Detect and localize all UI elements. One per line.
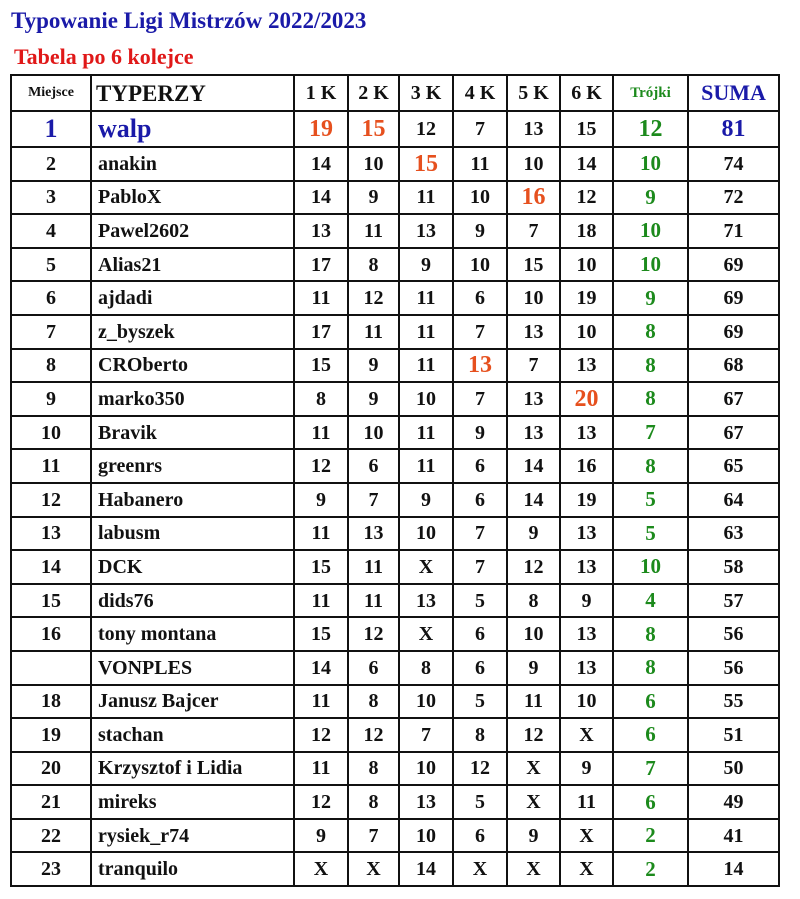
round-6-score-cell: 13: [560, 349, 613, 383]
round-3-score-cell: 7: [399, 718, 453, 752]
trojki-cell: 5: [613, 483, 688, 517]
round-5-score-cell: 13: [507, 111, 560, 147]
table-row: [11, 819, 779, 853]
round-5-score-cell: 7: [507, 214, 560, 248]
place-cell: 23: [11, 852, 91, 886]
suma-cell: 58: [688, 550, 779, 584]
round-2-score-cell: 7: [348, 483, 399, 517]
round-3-score-cell: 10: [399, 685, 453, 719]
round-1-score-cell: 11: [294, 752, 348, 786]
round-2-score-cell: 11: [348, 584, 399, 618]
round-4-score-cell: 7: [453, 382, 507, 416]
round-6-score-cell: X: [560, 852, 613, 886]
round-4-score-cell: 9: [453, 416, 507, 450]
round-6-score-cell: 20: [560, 382, 613, 416]
trojki-cell: 4: [613, 584, 688, 618]
suma-cell: 68: [688, 349, 779, 383]
suma-cell: 67: [688, 382, 779, 416]
round-1-score-cell: 12: [294, 718, 348, 752]
round-5-score-cell: 9: [507, 819, 560, 853]
table-row: [11, 214, 779, 248]
round-2-score-cell: 6: [348, 449, 399, 483]
round-4-score-cell: 6: [453, 281, 507, 315]
place-cell: 4: [11, 214, 91, 248]
place-cell: 5: [11, 248, 91, 282]
round-4-score-cell: 10: [453, 248, 507, 282]
round-3-score-cell: 10: [399, 819, 453, 853]
table-row: [11, 181, 779, 215]
round-1-score-cell: 9: [294, 483, 348, 517]
round-4-score-cell: 5: [453, 785, 507, 819]
table-row: [11, 617, 779, 651]
round-3-score-cell: 15: [399, 147, 453, 181]
player-name-cell: tranquilo: [91, 852, 294, 886]
round-5-score-cell: 8: [507, 584, 560, 618]
table-row: [11, 315, 779, 349]
round-1-score-cell: 14: [294, 651, 348, 685]
round-3-score-cell: 10: [399, 517, 453, 551]
header-round-1: 1 K: [294, 75, 348, 111]
round-5-score-cell: 13: [507, 315, 560, 349]
table-row: [11, 517, 779, 551]
header-suma: SUMA: [688, 75, 779, 111]
suma-cell: 41: [688, 819, 779, 853]
suma-cell: 65: [688, 449, 779, 483]
trojki-cell: 2: [613, 819, 688, 853]
round-6-score-cell: 9: [560, 584, 613, 618]
round-5-score-cell: 14: [507, 449, 560, 483]
round-4-score-cell: 10: [453, 181, 507, 215]
round-1-score-cell: 11: [294, 685, 348, 719]
round-4-score-cell: 12: [453, 752, 507, 786]
table-row: [11, 550, 779, 584]
trojki-cell: 9: [613, 281, 688, 315]
table-row: [11, 685, 779, 719]
trojki-cell: 6: [613, 785, 688, 819]
place-cell: 14: [11, 550, 91, 584]
round-6-score-cell: 10: [560, 248, 613, 282]
round-2-score-cell: 13: [348, 517, 399, 551]
place-cell: 3: [11, 181, 91, 215]
suma-cell: 56: [688, 651, 779, 685]
round-6-score-cell: 12: [560, 181, 613, 215]
suma-cell: 69: [688, 315, 779, 349]
trojki-cell: 12: [613, 111, 688, 147]
place-cell: 11: [11, 449, 91, 483]
trojki-cell: 2: [613, 852, 688, 886]
player-name-cell: stachan: [91, 718, 294, 752]
round-3-score-cell: 13: [399, 584, 453, 618]
round-6-score-cell: 13: [560, 651, 613, 685]
suma-cell: 64: [688, 483, 779, 517]
header-round-3: 3 K: [399, 75, 453, 111]
trojki-cell: 8: [613, 349, 688, 383]
place-cell: 15: [11, 584, 91, 618]
round-2-score-cell: 12: [348, 617, 399, 651]
round-5-score-cell: X: [507, 852, 560, 886]
trojki-cell: 8: [613, 315, 688, 349]
header-round-5: 5 K: [507, 75, 560, 111]
trojki-cell: 5: [613, 517, 688, 551]
trojki-cell: 9: [613, 181, 688, 215]
player-name-cell: Habanero: [91, 483, 294, 517]
round-6-score-cell: 13: [560, 617, 613, 651]
round-3-score-cell: 11: [399, 416, 453, 450]
round-6-score-cell: 11: [560, 785, 613, 819]
round-6-score-cell: 13: [560, 550, 613, 584]
round-2-score-cell: 10: [348, 147, 399, 181]
round-5-score-cell: 14: [507, 483, 560, 517]
player-name-cell: anakin: [91, 147, 294, 181]
trojki-cell: 10: [613, 550, 688, 584]
table-row: [11, 449, 779, 483]
trojki-cell: 8: [613, 617, 688, 651]
round-3-score-cell: 9: [399, 483, 453, 517]
round-3-score-cell: 10: [399, 752, 453, 786]
round-6-score-cell: 9: [560, 752, 613, 786]
round-2-score-cell: 9: [348, 349, 399, 383]
round-2-score-cell: 10: [348, 416, 399, 450]
round-1-score-cell: 9: [294, 819, 348, 853]
player-name-cell: z_byszek: [91, 315, 294, 349]
suma-cell: 56: [688, 617, 779, 651]
round-3-score-cell: X: [399, 550, 453, 584]
player-name-cell: Alias21: [91, 248, 294, 282]
table-row: [11, 281, 779, 315]
table-row: [11, 718, 779, 752]
round-4-score-cell: 7: [453, 111, 507, 147]
player-name-cell: dids76: [91, 584, 294, 618]
round-2-score-cell: 11: [348, 214, 399, 248]
suma-cell: 67: [688, 416, 779, 450]
round-2-score-cell: 8: [348, 685, 399, 719]
place-cell: 10: [11, 416, 91, 450]
header-row: [11, 75, 779, 111]
trojki-cell: 7: [613, 416, 688, 450]
round-1-score-cell: 13: [294, 214, 348, 248]
round-2-score-cell: 11: [348, 315, 399, 349]
table-row: [11, 349, 779, 383]
round-2-score-cell: 12: [348, 281, 399, 315]
table-row: [11, 111, 779, 147]
round-3-score-cell: 10: [399, 382, 453, 416]
standings-table: [10, 74, 780, 887]
round-4-score-cell: 11: [453, 147, 507, 181]
place-cell: 21: [11, 785, 91, 819]
place-cell: 1: [11, 111, 91, 147]
round-4-score-cell: 7: [453, 517, 507, 551]
table-row: [11, 248, 779, 282]
round-5-score-cell: 10: [507, 617, 560, 651]
page-title: Typowanie Ligi Mistrzów 2022/2023: [11, 8, 367, 33]
round-4-score-cell: 6: [453, 819, 507, 853]
round-3-score-cell: 11: [399, 449, 453, 483]
place-cell: 18: [11, 685, 91, 719]
place-cell: 22: [11, 819, 91, 853]
player-name-cell: tony montana: [91, 617, 294, 651]
suma-cell: 63: [688, 517, 779, 551]
round-1-score-cell: 14: [294, 147, 348, 181]
round-2-score-cell: 8: [348, 752, 399, 786]
table-row: [11, 483, 779, 517]
round-6-score-cell: 13: [560, 517, 613, 551]
player-name-cell: mireks: [91, 785, 294, 819]
round-3-score-cell: 11: [399, 181, 453, 215]
round-5-score-cell: 13: [507, 416, 560, 450]
round-1-score-cell: 15: [294, 617, 348, 651]
round-3-score-cell: 11: [399, 349, 453, 383]
round-5-score-cell: 11: [507, 685, 560, 719]
header-round-4: 4 K: [453, 75, 507, 111]
place-cell: 13: [11, 517, 91, 551]
place-cell: 12: [11, 483, 91, 517]
suma-cell: 49: [688, 785, 779, 819]
trojki-cell: 10: [613, 248, 688, 282]
round-4-score-cell: 9: [453, 214, 507, 248]
suma-cell: 72: [688, 181, 779, 215]
player-name-cell: Krzysztof i Lidia: [91, 752, 294, 786]
round-4-score-cell: 6: [453, 651, 507, 685]
round-3-score-cell: 9: [399, 248, 453, 282]
round-2-score-cell: 8: [348, 248, 399, 282]
suma-cell: 81: [688, 111, 779, 147]
player-name-cell: labusm: [91, 517, 294, 551]
place-cell: 16: [11, 617, 91, 651]
player-name-cell: ajdadi: [91, 281, 294, 315]
round-4-score-cell: 13: [453, 349, 507, 383]
trojki-cell: 7: [613, 752, 688, 786]
round-6-score-cell: 19: [560, 281, 613, 315]
round-4-score-cell: 6: [453, 449, 507, 483]
header-round-2: 2 K: [348, 75, 399, 111]
round-3-score-cell: X: [399, 617, 453, 651]
round-6-score-cell: 15: [560, 111, 613, 147]
player-name-cell: CROberto: [91, 349, 294, 383]
round-5-score-cell: X: [507, 785, 560, 819]
trojki-cell: 8: [613, 651, 688, 685]
round-6-score-cell: 10: [560, 685, 613, 719]
round-6-score-cell: 14: [560, 147, 613, 181]
round-2-score-cell: X: [348, 852, 399, 886]
suma-cell: 69: [688, 248, 779, 282]
round-1-score-cell: 11: [294, 416, 348, 450]
round-3-score-cell: 13: [399, 785, 453, 819]
round-5-score-cell: 10: [507, 281, 560, 315]
round-4-score-cell: X: [453, 852, 507, 886]
trojki-cell: 6: [613, 685, 688, 719]
player-name-cell: PabloX: [91, 181, 294, 215]
player-name-cell: DCK: [91, 550, 294, 584]
round-2-score-cell: 6: [348, 651, 399, 685]
round-4-score-cell: 6: [453, 483, 507, 517]
table-row: [11, 416, 779, 450]
round-1-score-cell: 11: [294, 281, 348, 315]
round-6-score-cell: X: [560, 819, 613, 853]
trojki-cell: 8: [613, 449, 688, 483]
round-3-score-cell: 11: [399, 281, 453, 315]
round-6-score-cell: 10: [560, 315, 613, 349]
header-place: Miejsce: [11, 75, 91, 111]
round-5-score-cell: 13: [507, 382, 560, 416]
round-2-score-cell: 9: [348, 382, 399, 416]
round-2-score-cell: 15: [348, 111, 399, 147]
round-4-score-cell: 6: [453, 617, 507, 651]
place-cell: 2: [11, 147, 91, 181]
player-name-cell: rysiek_r74: [91, 819, 294, 853]
place-cell: 7: [11, 315, 91, 349]
player-name-cell: Janusz Bajcer: [91, 685, 294, 719]
round-3-score-cell: 11: [399, 315, 453, 349]
suma-cell: 71: [688, 214, 779, 248]
round-1-score-cell: 17: [294, 248, 348, 282]
table-row: [11, 752, 779, 786]
place-cell: 19: [11, 718, 91, 752]
round-1-score-cell: 15: [294, 550, 348, 584]
table-row: [11, 852, 779, 886]
place-cell: 6: [11, 281, 91, 315]
round-1-score-cell: 14: [294, 181, 348, 215]
round-2-score-cell: 8: [348, 785, 399, 819]
place-cell: 20: [11, 752, 91, 786]
player-name-cell: VONPLES: [91, 651, 294, 685]
trojki-cell: 10: [613, 147, 688, 181]
player-name-cell: Pawel2602: [91, 214, 294, 248]
round-2-score-cell: 11: [348, 550, 399, 584]
round-1-score-cell: 15: [294, 349, 348, 383]
round-3-score-cell: 13: [399, 214, 453, 248]
table-row: [11, 651, 779, 685]
round-6-score-cell: X: [560, 718, 613, 752]
round-6-score-cell: 16: [560, 449, 613, 483]
round-4-score-cell: 8: [453, 718, 507, 752]
player-name-cell: greenrs: [91, 449, 294, 483]
round-5-score-cell: 15: [507, 248, 560, 282]
suma-cell: 57: [688, 584, 779, 618]
place-cell: 9: [11, 382, 91, 416]
round-6-score-cell: 18: [560, 214, 613, 248]
round-1-score-cell: 17: [294, 315, 348, 349]
suma-cell: 69: [688, 281, 779, 315]
header-trojki: Trójki: [613, 75, 688, 111]
round-5-score-cell: 7: [507, 349, 560, 383]
round-2-score-cell: 7: [348, 819, 399, 853]
round-2-score-cell: 12: [348, 718, 399, 752]
place-cell: 8: [11, 349, 91, 383]
suma-cell: 14: [688, 852, 779, 886]
place-cell: [11, 651, 91, 685]
round-5-score-cell: X: [507, 752, 560, 786]
round-1-score-cell: 11: [294, 584, 348, 618]
round-3-score-cell: 12: [399, 111, 453, 147]
header-round-6: 6 K: [560, 75, 613, 111]
round-5-score-cell: 9: [507, 517, 560, 551]
suma-cell: 55: [688, 685, 779, 719]
suma-cell: 51: [688, 718, 779, 752]
round-4-score-cell: 5: [453, 685, 507, 719]
round-1-score-cell: 19: [294, 111, 348, 147]
round-4-score-cell: 5: [453, 584, 507, 618]
round-4-score-cell: 7: [453, 550, 507, 584]
round-2-score-cell: 9: [348, 181, 399, 215]
player-name-cell: marko350: [91, 382, 294, 416]
round-3-score-cell: 8: [399, 651, 453, 685]
trojki-cell: 6: [613, 718, 688, 752]
round-1-score-cell: 12: [294, 785, 348, 819]
suma-cell: 74: [688, 147, 779, 181]
round-5-score-cell: 10: [507, 147, 560, 181]
round-1-score-cell: 11: [294, 517, 348, 551]
player-name-cell: walp: [91, 111, 294, 147]
round-5-score-cell: 9: [507, 651, 560, 685]
trojki-cell: 8: [613, 382, 688, 416]
table-row: [11, 584, 779, 618]
player-name-cell: Bravik: [91, 416, 294, 450]
table-row: [11, 382, 779, 416]
round-3-score-cell: 14: [399, 852, 453, 886]
header-players: TYPERZY: [91, 75, 294, 111]
round-1-score-cell: X: [294, 852, 348, 886]
table-row: [11, 147, 779, 181]
table-row: [11, 785, 779, 819]
round-5-score-cell: 12: [507, 718, 560, 752]
round-1-score-cell: 12: [294, 449, 348, 483]
suma-cell: 50: [688, 752, 779, 786]
page-subtitle: Tabela po 6 kolejce: [14, 44, 194, 69]
round-4-score-cell: 7: [453, 315, 507, 349]
round-5-score-cell: 16: [507, 181, 560, 215]
trojki-cell: 10: [613, 214, 688, 248]
round-6-score-cell: 19: [560, 483, 613, 517]
round-5-score-cell: 12: [507, 550, 560, 584]
round-1-score-cell: 8: [294, 382, 348, 416]
round-6-score-cell: 13: [560, 416, 613, 450]
